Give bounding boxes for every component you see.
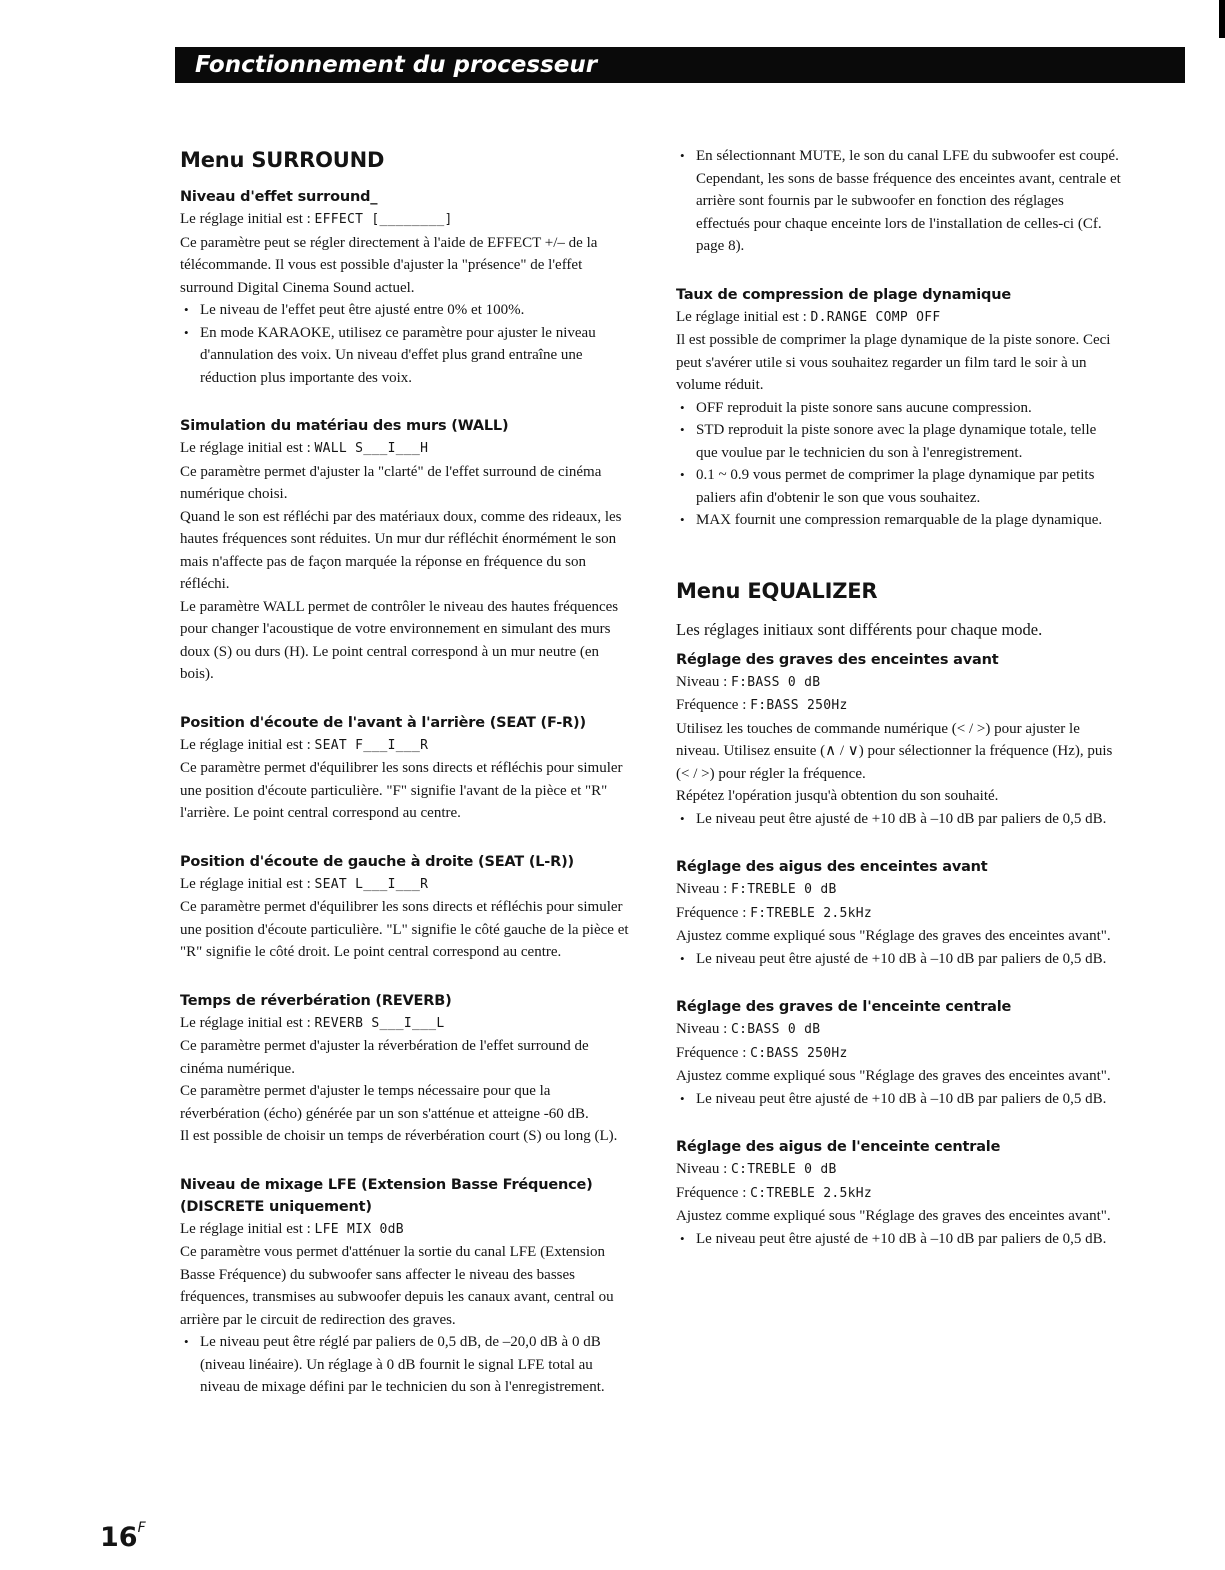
initial-label: Le réglage initial est : bbox=[180, 211, 311, 227]
initial-setting bbox=[180, 1218, 630, 1242]
page-banner: Fonctionnement du processeur bbox=[175, 47, 1185, 83]
paragraph: Ce paramètre peut se régler directement à l'aide de EFFECT +/– de la télécommande. Il vous est possible d'ajuster la "présence" de l'effet surround Digital Cinema Sound actuel. bbox=[180, 234, 598, 296]
list-item: • En mode KARAOKE, utilisez ce paramètre pour ajuster le niveau d'annulation des voix. Un niveau d'effet plus grand entraîne une réduction plus importante des voix. bbox=[180, 322, 630, 390]
initial-setting bbox=[180, 1012, 630, 1036]
section-front-bass bbox=[676, 649, 1121, 831]
level-value: C:TREBLE 0 dB bbox=[730, 1162, 837, 1177]
level-label: Niveau : bbox=[676, 1161, 728, 1177]
page-language-suffix: F bbox=[137, 1520, 146, 1536]
initial-setting bbox=[180, 873, 630, 897]
bullet-list bbox=[676, 397, 1121, 532]
initial-value: SEAT L___I___R bbox=[314, 876, 429, 892]
frequency-setting bbox=[676, 694, 1121, 718]
list-item: • 0.1 ~ 0.9 vous permet de comprimer la plage dynamique par petits paliers afin d'obtenir le son que vous souhaitez. bbox=[676, 464, 1121, 509]
list-item: • Le niveau peut être ajusté de +10 dB à –10 dB par paliers de 0,5 dB. bbox=[676, 948, 1121, 971]
section-heading: Réglage des aigus des enceintes avant bbox=[676, 859, 988, 875]
menu-equalizer bbox=[676, 576, 1121, 1251]
frequency-value: F:BASS 250Hz bbox=[750, 698, 848, 713]
frequency-label: Fréquence : bbox=[676, 1044, 747, 1061]
initial-label: Le réglage initial est : bbox=[180, 1014, 311, 1031]
initial-label: Le réglage initial est : bbox=[676, 308, 807, 325]
bullet-list bbox=[180, 299, 630, 389]
paragraph: Ajustez comme expliqué sous "Réglage des graves des enceintes avant". bbox=[676, 1208, 1111, 1224]
paragraph: Ajustez comme expliqué sous "Réglage des graves des enceintes avant". bbox=[676, 1068, 1111, 1084]
frequency-value: C:TREBLE 2.5kHz bbox=[750, 1185, 873, 1201]
frequency-label: Fréquence : bbox=[676, 904, 747, 921]
section-heading: Position d'écoute de l'avant à l'arrière (SEAT (F-R)) bbox=[180, 714, 586, 731]
section-heading: Simulation du matériau des murs (WALL) bbox=[180, 418, 509, 434]
frequency-value: C:BASS 250Hz bbox=[750, 1045, 848, 1061]
page-number-value: 16 bbox=[100, 1522, 138, 1553]
menu-equalizer-title: Menu EQUALIZER bbox=[676, 578, 878, 603]
initial-setting bbox=[180, 734, 630, 758]
initial-value: D.RANGE COMP OFF bbox=[810, 309, 941, 325]
list-item: • Le niveau peut être ajusté de +10 dB à –10 dB par paliers de 0,5 dB. bbox=[676, 1088, 1121, 1111]
equalizer-lead: Les réglages initiaux sont différents pour chaque mode. bbox=[676, 619, 1043, 639]
list-item: • En sélectionnant MUTE, le son du canal LFE du subwoofer est coupé. Cependant, les sons de basse fréquence des enceintes avant, centrale et arrière sont fournis par le subwoofer en fonction des réglages effectués pour chaque enceinte lors de l'installation de celles-ci (Cf. page 8). bbox=[676, 145, 1121, 258]
paragraph: Répétez l'opération jusqu'à obtention du son souhaité. bbox=[676, 788, 999, 804]
frequency-setting bbox=[676, 902, 1121, 926]
initial-setting bbox=[180, 437, 630, 461]
section-heading: Réglage des graves de l'enceinte centrale bbox=[676, 999, 1012, 1015]
frequency-label: Fréquence : bbox=[676, 1184, 747, 1201]
paragraph: Ce paramètre vous permet d'atténuer la sortie du canal LFE (Extension Basse Fréquence) du subwoofer sans affecter le niveau des basses fréquences, transmises au subwoofer depuis les canaux avant, central ou arrière par le circuit de redirection des graves. bbox=[180, 1244, 614, 1328]
initial-value: REVERB S___I___L bbox=[314, 1015, 445, 1031]
level-setting bbox=[676, 1018, 1121, 1042]
initial-label: Le réglage initial est : bbox=[180, 440, 311, 456]
level-label: Niveau : bbox=[676, 673, 728, 690]
section-front-treble bbox=[676, 856, 1121, 970]
section-heading: Niveau d'effet surround_ bbox=[180, 189, 378, 205]
section-heading: Réglage des aigus de l'enceinte centrale bbox=[676, 1139, 1001, 1155]
level-value: F:TREBLE 0 dB bbox=[730, 882, 837, 897]
section-center-treble bbox=[676, 1136, 1121, 1250]
bullet-list bbox=[676, 808, 1121, 831]
section-seat-lr bbox=[180, 851, 630, 964]
initial-label: Le réglage initial est : bbox=[180, 1220, 311, 1237]
list-item: • Le niveau peut être ajusté de +10 dB à –10 dB par paliers de 0,5 dB. bbox=[676, 808, 1121, 831]
paragraph: Il est possible de comprimer la plage dynamique de la piste sonore. Ceci peut s'avérer utile si vous souhaitez regarder un film tard le soir à un volume réduit. bbox=[676, 332, 1111, 393]
paragraph: Ajustez comme expliqué sous "Réglage des graves des enceintes avant". bbox=[676, 928, 1111, 944]
initial-value: SEAT F___I___R bbox=[314, 737, 429, 753]
list-item: • Le niveau peut être réglé par paliers de 0,5 dB, de –20,0 dB à 0 dB (niveau linéaire). Un réglage à 0 dB fournit le signal LFE total au niveau de mixage défini par le technicien du son à l'enregistrement. bbox=[180, 1331, 630, 1399]
list-item: • STD reproduit la piste sonore avec la plage dynamique totale, telle que voulue par le technicien du son à l'enregistrement. bbox=[676, 419, 1121, 464]
page-edge-mark bbox=[1219, 0, 1225, 38]
paragraph: Ce paramètre permet d'ajuster le temps nécessaire pour que la réverbération (écho) générée par un son s'atténue et atteigne -60 dB. bbox=[180, 1083, 589, 1122]
paragraph: Quand le son est réfléchi par des matériaux doux, comme des rideaux, les hautes fréquences sont réduites. Un mur dur réfléchit énormément le son mais n'affecte pas de façon marquée la réponse en fréquence du son réfléchi. bbox=[180, 508, 622, 592]
frequency-setting bbox=[676, 1042, 1121, 1066]
paragraph: Le paramètre WALL permet de contrôler le niveau des hautes fréquences pour changer l'acoustique de votre environnement en simulant des murs doux (S) ou durs (H). Le point central correspond à un mur neutre (en bois). bbox=[180, 598, 619, 682]
level-label: Niveau : bbox=[676, 881, 728, 897]
level-label: Niveau : bbox=[676, 1021, 728, 1037]
section-heading: Taux de compression de plage dynamique bbox=[676, 286, 1011, 303]
section-heading: Position d'écoute de gauche à droite (SEAT (L-R)) bbox=[180, 853, 574, 870]
paragraph: Ce paramètre permet d'ajuster la réverbération de l'effet surround de cinéma numérique. bbox=[180, 1038, 589, 1077]
level-setting bbox=[676, 1158, 1121, 1182]
bullet-list bbox=[676, 948, 1121, 971]
initial-setting bbox=[676, 306, 1121, 330]
initial-label: Le réglage initial est : bbox=[180, 736, 311, 753]
initial-setting bbox=[180, 208, 630, 232]
left-column bbox=[180, 145, 630, 1425]
section-lfe-mix bbox=[180, 1174, 630, 1399]
level-value: C:BASS 0 dB bbox=[730, 1022, 821, 1037]
section-heading: Réglage des graves des enceintes avant bbox=[676, 651, 999, 668]
section-reverb bbox=[180, 990, 630, 1148]
section-dynamic-range bbox=[676, 284, 1121, 532]
bullet-list bbox=[676, 1088, 1121, 1111]
paragraph: Il est possible de choisir un temps de réverbération court (S) ou long (L). bbox=[180, 1128, 618, 1144]
paragraph: Ce paramètre permet d'équilibrer les sons directs et réfléchis pour simuler une position d'écoute particulière. "F" signifie l'avant de la pièce et "R" l'arrière. Le point central correspond au centre. bbox=[180, 760, 623, 821]
paragraph: Ce paramètre permet d'ajuster la "clarté" de l'effet surround de cinéma numérique choisi. bbox=[180, 463, 602, 502]
list-item: • MAX fournit une compression remarquable de la plage dynamique. bbox=[676, 509, 1121, 532]
page-number bbox=[100, 1522, 146, 1553]
section-seat-fr bbox=[180, 712, 630, 825]
paragraph: Ce paramètre permet d'équilibrer les sons directs et réfléchis pour simuler une position d'écoute particulière. "L" signifie le côté gauche de la pièce et "R" signifie le côté droit. Le point central correspond au centre. bbox=[180, 899, 629, 960]
frequency-value: F:TREBLE 2.5kHz bbox=[750, 905, 873, 921]
right-column bbox=[676, 145, 1121, 1276]
list-item: • Le niveau peut être ajusté de +10 dB à –10 dB par paliers de 0,5 dB. bbox=[676, 1228, 1121, 1251]
level-value: F:BASS 0 dB bbox=[730, 674, 821, 690]
section-surround-effect-level bbox=[180, 186, 630, 389]
section-heading: Temps de réverbération (REVERB) bbox=[180, 992, 452, 1009]
frequency-label: Fréquence : bbox=[676, 697, 747, 713]
bullet-list bbox=[180, 1331, 630, 1399]
initial-label: Le réglage initial est : bbox=[180, 875, 311, 892]
section-wall bbox=[180, 415, 630, 686]
frequency-setting bbox=[676, 1182, 1121, 1206]
section-center-bass bbox=[676, 996, 1121, 1110]
initial-value: WALL S___I___H bbox=[314, 441, 429, 456]
list-item: • OFF reproduit la piste sonore sans aucune compression. bbox=[676, 397, 1121, 420]
initial-value: EFFECT [________] bbox=[314, 212, 453, 227]
initial-value: LFE MIX 0dB bbox=[314, 1221, 404, 1237]
section-heading: Niveau de mixage LFE (Extension Basse Fréquence) (DISCRETE uniquement) bbox=[180, 1176, 593, 1215]
bullet-list bbox=[676, 1228, 1121, 1251]
paragraph: Utilisez les touches de commande numérique (< / >) pour ajuster le niveau. Utilisez ensuite (∧ / ∨) pour sélectionner la fréquence (Hz), puis (< / >) pour régler la fréquence. bbox=[676, 720, 1113, 782]
bullet-list bbox=[676, 145, 1121, 258]
list-item: • Le niveau de l'effet peut être ajusté entre 0% et 100%. bbox=[180, 299, 630, 322]
level-setting bbox=[676, 878, 1121, 902]
level-setting bbox=[676, 671, 1121, 695]
menu-surround-title: Menu SURROUND bbox=[180, 148, 385, 172]
section-lfe-mute-note bbox=[676, 145, 1121, 258]
